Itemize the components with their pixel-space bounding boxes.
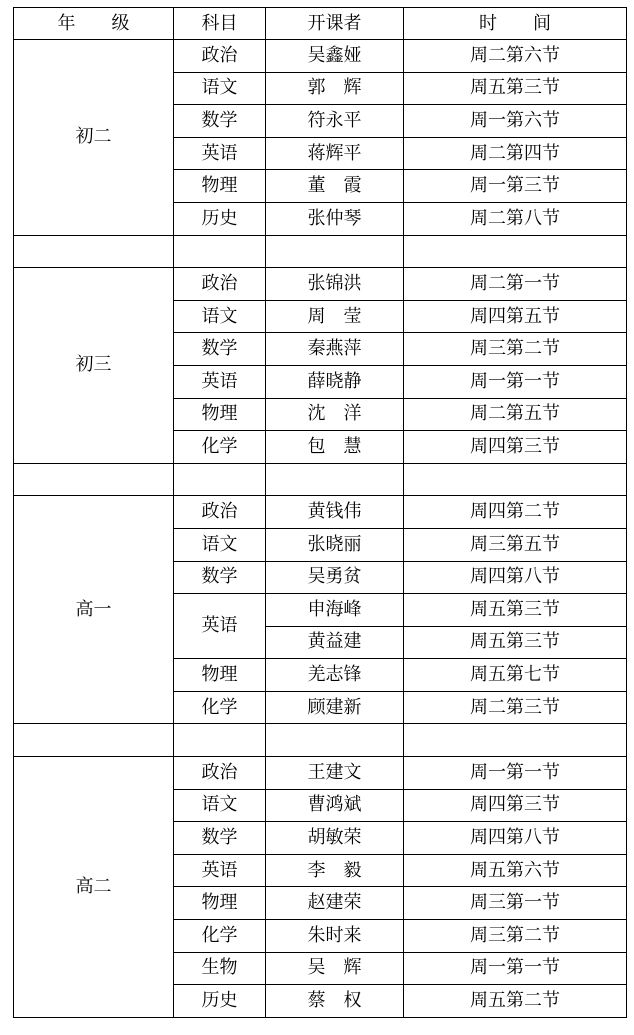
table-row	[14, 757, 627, 790]
subject-cell: 英语	[174, 854, 266, 887]
table-row	[14, 496, 627, 529]
teacher-cell: 秦燕萍	[266, 333, 404, 366]
time-cell: 周四第三节	[404, 431, 627, 464]
subject-cell: 英语	[174, 365, 266, 398]
empty-cell	[404, 724, 627, 757]
teacher-cell: 李 毅	[266, 854, 404, 887]
header-grade: 年 级	[14, 8, 174, 40]
empty-cell	[174, 463, 266, 496]
time-cell: 周一第六节	[404, 105, 627, 138]
teacher-cell: 胡敏荣	[266, 822, 404, 855]
teacher-cell: 申海峰	[266, 594, 404, 627]
schedule-table	[13, 7, 627, 1018]
header-teacher: 开课者	[266, 8, 404, 40]
time-cell: 周三第五节	[404, 528, 627, 561]
empty-cell	[266, 463, 404, 496]
spacer-row	[14, 463, 627, 496]
grade-cell: 高一	[14, 496, 174, 724]
time-cell: 周二第五节	[404, 398, 627, 431]
time-cell: 周四第五节	[404, 300, 627, 333]
empty-cell	[174, 724, 266, 757]
subject-cell: 政治	[174, 268, 266, 301]
teacher-cell: 蒋辉平	[266, 137, 404, 170]
teacher-cell: 蔡 权	[266, 985, 404, 1018]
subject-cell: 物理	[174, 887, 266, 920]
time-cell: 周一第一节	[404, 952, 627, 985]
subject-cell: 物理	[174, 398, 266, 431]
teacher-cell: 周 莹	[266, 300, 404, 333]
teacher-cell: 朱时来	[266, 920, 404, 953]
grade-cell: 初三	[14, 268, 174, 464]
subject-cell: 生物	[174, 952, 266, 985]
empty-cell	[404, 463, 627, 496]
header-row	[14, 8, 627, 40]
teacher-cell: 黄益建	[266, 626, 404, 659]
time-cell: 周一第一节	[404, 365, 627, 398]
time-cell: 周五第三节	[404, 72, 627, 105]
teacher-cell: 张仲琴	[266, 202, 404, 235]
spacer-row	[14, 235, 627, 268]
time-cell: 周四第八节	[404, 822, 627, 855]
teacher-cell: 黄钱伟	[266, 496, 404, 529]
empty-cell	[14, 235, 174, 268]
empty-cell	[14, 724, 174, 757]
subject-cell: 语文	[174, 528, 266, 561]
time-cell: 周五第三节	[404, 594, 627, 627]
time-cell: 周二第六节	[404, 40, 627, 73]
subject-cell: 政治	[174, 40, 266, 73]
subject-cell: 化学	[174, 920, 266, 953]
subject-cell: 英语	[174, 137, 266, 170]
empty-cell	[404, 235, 627, 268]
empty-cell	[266, 235, 404, 268]
time-cell: 周五第六节	[404, 854, 627, 887]
time-cell: 周四第二节	[404, 496, 627, 529]
teacher-cell: 赵建荣	[266, 887, 404, 920]
time-cell: 周五第二节	[404, 985, 627, 1018]
subject-cell: 物理	[174, 659, 266, 692]
teacher-cell: 吴鑫娅	[266, 40, 404, 73]
teacher-cell: 郭 辉	[266, 72, 404, 105]
teacher-cell: 羌志锋	[266, 659, 404, 692]
empty-cell	[174, 235, 266, 268]
subject-cell: 数学	[174, 105, 266, 138]
time-cell: 周四第三节	[404, 789, 627, 822]
time-cell: 周五第三节	[404, 626, 627, 659]
empty-cell	[266, 724, 404, 757]
subject-cell: 语文	[174, 300, 266, 333]
table-row	[14, 268, 627, 301]
subject-cell: 数学	[174, 822, 266, 855]
time-cell: 周一第三节	[404, 170, 627, 203]
empty-cell	[14, 463, 174, 496]
subject-cell: 英语	[174, 594, 266, 659]
teacher-cell: 曹鸿斌	[266, 789, 404, 822]
teacher-cell: 包 慧	[266, 431, 404, 464]
teacher-cell: 董 霞	[266, 170, 404, 203]
subject-cell: 化学	[174, 431, 266, 464]
teacher-cell: 顾建新	[266, 691, 404, 724]
time-cell: 周二第四节	[404, 137, 627, 170]
teacher-cell: 沈 洋	[266, 398, 404, 431]
subject-cell: 历史	[174, 985, 266, 1018]
time-cell: 周五第七节	[404, 659, 627, 692]
teacher-cell: 符永平	[266, 105, 404, 138]
subject-cell: 历史	[174, 202, 266, 235]
time-cell: 周一第一节	[404, 757, 627, 790]
teacher-cell: 吴 辉	[266, 952, 404, 985]
time-cell: 周四第八节	[404, 561, 627, 594]
time-cell: 周三第二节	[404, 920, 627, 953]
subject-cell: 物理	[174, 170, 266, 203]
subject-cell: 数学	[174, 561, 266, 594]
teacher-cell: 张晓丽	[266, 528, 404, 561]
teacher-cell: 吴勇贫	[266, 561, 404, 594]
subject-cell: 语文	[174, 72, 266, 105]
subject-cell: 化学	[174, 691, 266, 724]
subject-cell: 数学	[174, 333, 266, 366]
time-cell: 周二第一节	[404, 268, 627, 301]
subject-cell: 政治	[174, 496, 266, 529]
time-cell: 周二第三节	[404, 691, 627, 724]
subject-cell: 政治	[174, 757, 266, 790]
header-time: 时 间	[404, 8, 627, 40]
time-cell: 周二第八节	[404, 202, 627, 235]
time-cell: 周三第一节	[404, 887, 627, 920]
spacer-row	[14, 724, 627, 757]
grade-cell: 初二	[14, 40, 174, 236]
teacher-cell: 张锦洪	[266, 268, 404, 301]
table-row	[14, 40, 627, 73]
time-cell: 周三第二节	[404, 333, 627, 366]
header-subject: 科目	[174, 8, 266, 40]
teacher-cell: 薛晓静	[266, 365, 404, 398]
teacher-cell: 王建文	[266, 757, 404, 790]
subject-cell: 语文	[174, 789, 266, 822]
grade-cell: 高二	[14, 757, 174, 1018]
